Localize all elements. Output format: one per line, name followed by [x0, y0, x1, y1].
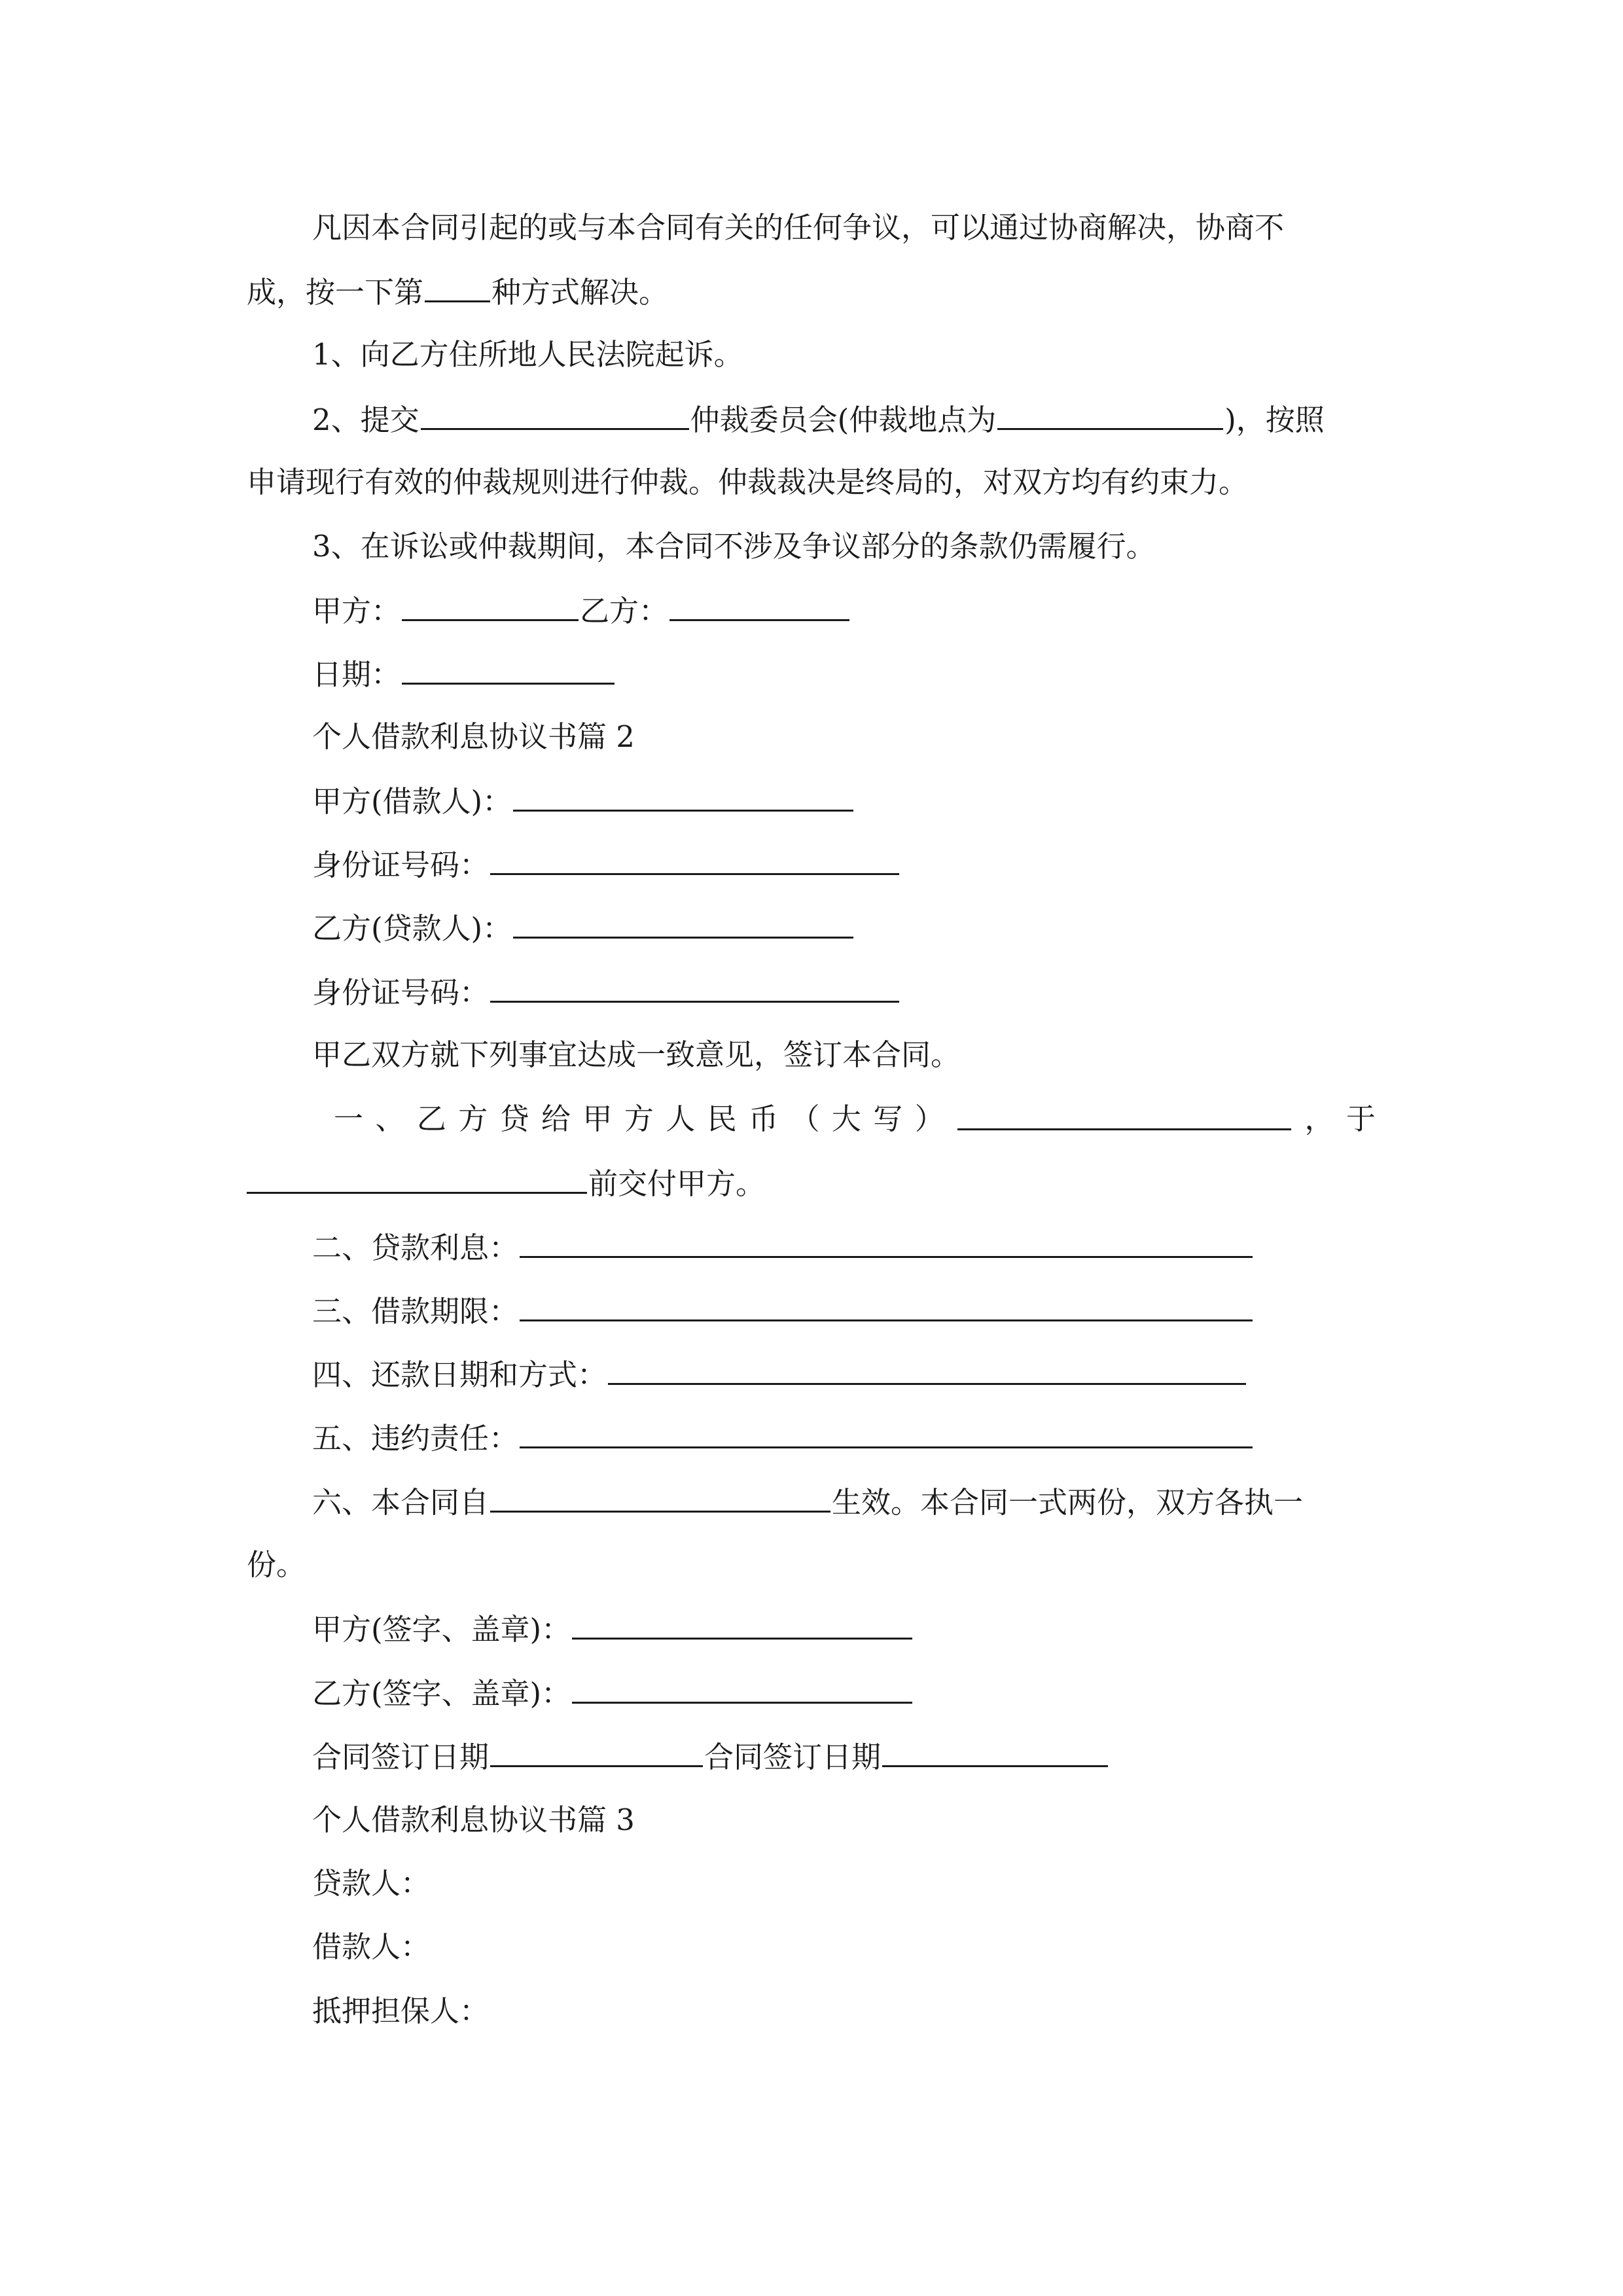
- item-3-term: 三、借款期限：: [312, 1291, 1254, 1330]
- method-number-blank[interactable]: [425, 272, 490, 302]
- arbitration-place-blank[interactable]: [997, 399, 1223, 430]
- item-6-line1: 六、本合同自 生效。本合同一式两份，双方各执一: [312, 1482, 1303, 1521]
- section-2-title: 个人借款利息协议书篇 2: [312, 719, 635, 754]
- party-b-blank[interactable]: [669, 590, 849, 621]
- borrower-id-line: 身份证号码：: [312, 844, 901, 884]
- interest-blank[interactable]: [520, 1227, 1253, 1258]
- dispute-clause-line1: 凡因本合同引起的或与本合同有关的任何争议，可以通过协商解决，协商不: [312, 210, 1285, 245]
- sign-date-a-blank[interactable]: [490, 1736, 703, 1767]
- lender-line: 乙方(贷款人)：: [312, 908, 855, 947]
- effective-date-blank[interactable]: [490, 1482, 830, 1513]
- option-1: 1、向乙方住所地人民法院起诉。: [312, 337, 743, 372]
- item-2-interest: 二、贷款利息：: [312, 1227, 1254, 1266]
- repayment-blank[interactable]: [608, 1354, 1246, 1385]
- lender-blank[interactable]: [513, 908, 853, 939]
- agreement-line: 甲乙双方就下列事宜达成一致意见，签订本合同。: [312, 1037, 961, 1072]
- dispute-clause-line2: 成，按一下第 种方式解决。: [247, 272, 668, 311]
- lender-3-line: 贷款人：: [312, 1866, 431, 1901]
- term-blank[interactable]: [520, 1291, 1253, 1321]
- party-a-blank[interactable]: [402, 590, 579, 621]
- sign-party-b: 乙方(签字、盖章)：: [312, 1673, 914, 1712]
- sign-b-blank[interactable]: [572, 1673, 912, 1704]
- borrower-id-blank[interactable]: [490, 844, 899, 875]
- sign-party-a: 甲方(签字、盖章)：: [312, 1609, 914, 1648]
- borrower-blank[interactable]: [513, 781, 853, 812]
- option-2-line1: 2、提交 仲裁委员会(仲裁地点为 )，按照: [312, 399, 1325, 439]
- sign-date-line: 合同签订日期 合同签订日期: [312, 1736, 1109, 1776]
- delivery-date-blank[interactable]: [247, 1163, 587, 1194]
- section-3-title: 个人借款利息协议书篇 3: [312, 1803, 635, 1837]
- party-signature-line: 甲方： 乙方：: [312, 590, 851, 630]
- arbitration-commission-blank[interactable]: [421, 399, 689, 430]
- lender-id-blank[interactable]: [490, 972, 899, 1003]
- item-6-line2: 份。: [247, 1547, 306, 1582]
- option-2-line2: 申请现行有效的仲裁规则进行仲裁。仲裁裁决是终局的，对双方均有约束力。: [247, 465, 1249, 499]
- date-line: 日期：: [312, 654, 616, 693]
- item-1-line1: 一 、 乙 方 贷 给 甲 方 人 民 币 （ 大 写 ） ， 于: [334, 1100, 1376, 1139]
- borrower-line: 甲方(借款人)：: [312, 781, 855, 820]
- sign-date-b-blank[interactable]: [882, 1736, 1108, 1767]
- item-1-line2: 前交付甲方。: [247, 1163, 765, 1202]
- loan-amount-blank[interactable]: [957, 1100, 1291, 1130]
- date-blank[interactable]: [402, 654, 615, 685]
- lender-id-line: 身份证号码：: [312, 972, 901, 1011]
- liability-blank[interactable]: [520, 1418, 1253, 1448]
- item-5-liability: 五、违约责任：: [312, 1418, 1254, 1457]
- item-4-repayment: 四、还款日期和方式：: [312, 1354, 1247, 1393]
- sign-a-blank[interactable]: [572, 1609, 912, 1640]
- guarantor-line: 抵押担保人：: [312, 1994, 490, 2028]
- option-3: 3、在诉讼或仲裁期间，本合同不涉及争议部分的条款仍需履行。: [312, 529, 1156, 564]
- borrower-3-line: 借款人：: [312, 1929, 431, 1964]
